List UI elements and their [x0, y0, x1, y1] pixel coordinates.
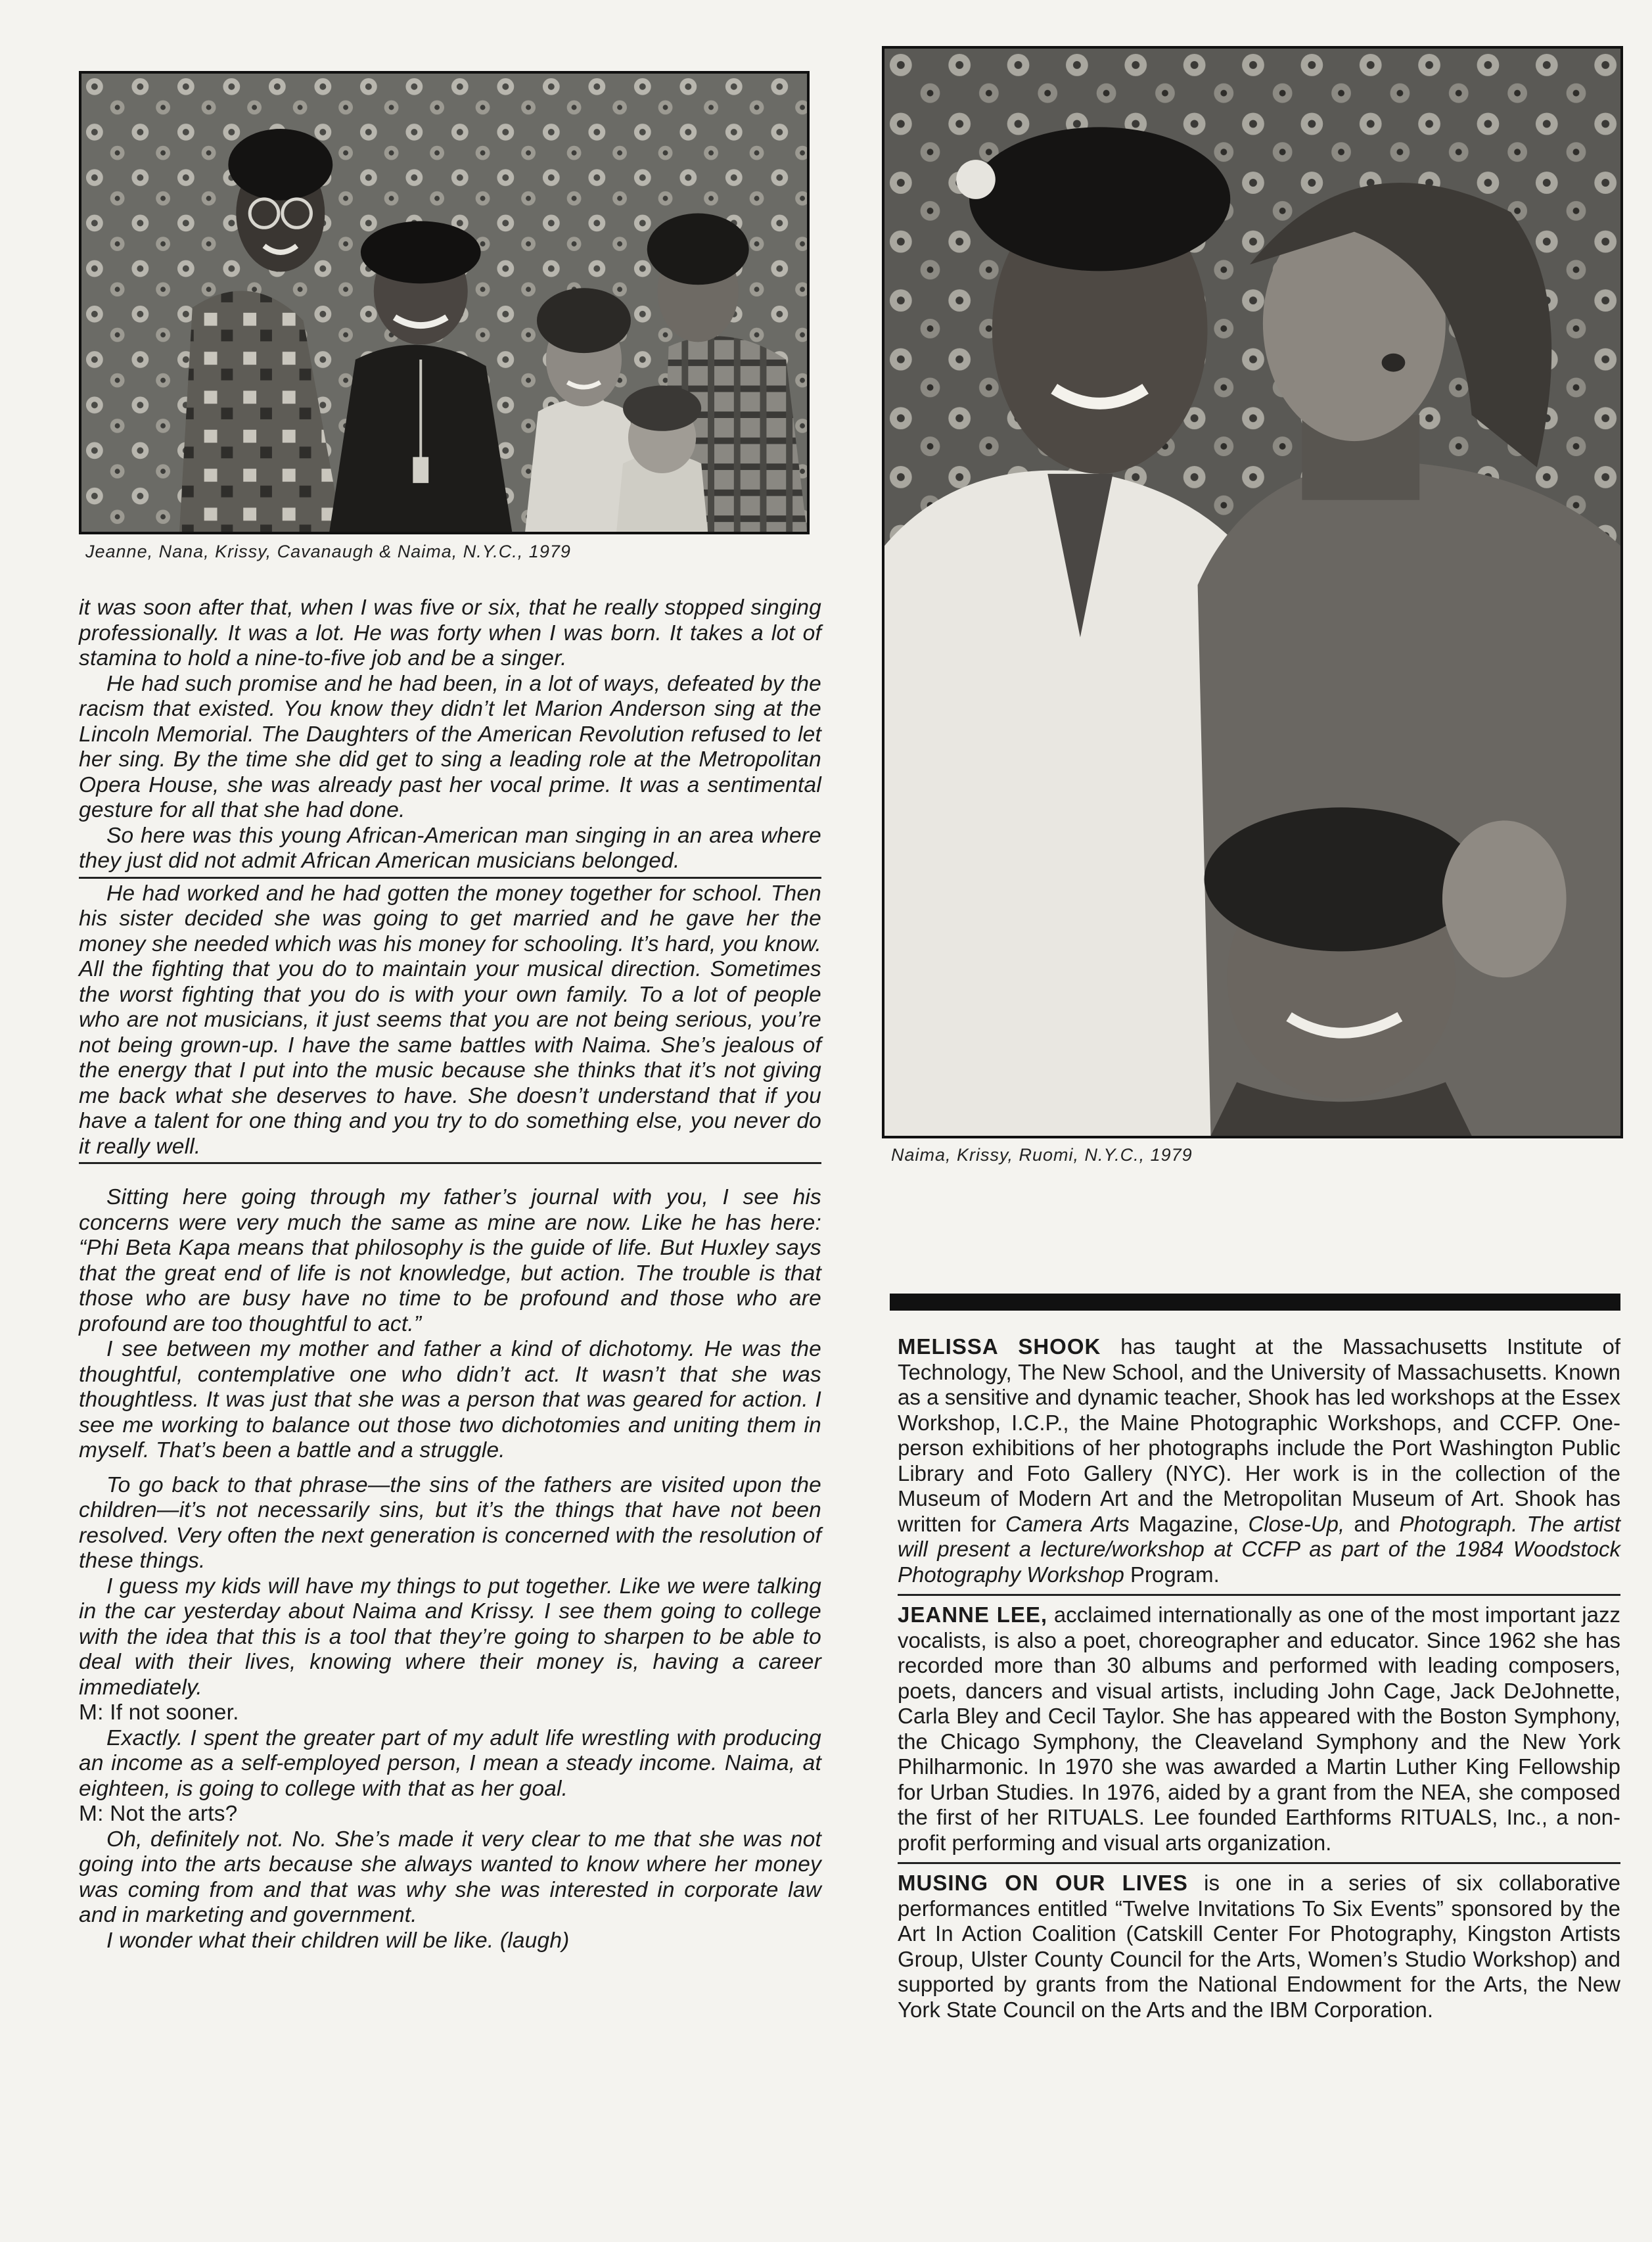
- paragraph: it was soon after that, when I was five or six, that he really stopped singing professionally. It was a lot. He was forty when I was born. It takes a lot of stamina to hold a nine-to-five job and be a singer.: [79, 596, 821, 670]
- bio-musing-on-our-lives: MUSING ON OUR LIVES is one in a series of six collaborative performances entitled “Twelve Invitations To Six Events” sponsored by the Art In Action Coalition (Catskill Center For Photography, Kingston Artists Group, Ulster County Council for the Arts, Women’s Studio Workshop) and supported by grants from the National Endowment for the Arts, the New York State Council on the Arts and the IBM Corporation.: [898, 1871, 1620, 2022]
- children-photo: [882, 46, 1623, 1138]
- paragraph: He had such promise and he had been, in a lot of ways, defeated by the racism that existed. You know they didn’t let Marion Anderson sing at the Lincoln Memorial. The Daughters of the American Revolution refused to let her sing. By the time she did get to sing a leading role at the Metropolitan Opera House, she was already past her vocal prime. It was a sentimental gesture for all that she had done.: [79, 671, 821, 822]
- family-photo-caption: Jeanne, Nana, Krissy, Cavanaugh & Naima, N.Y.C., 1979: [85, 542, 571, 561]
- children-photo-image: [884, 49, 1620, 1136]
- bio-jeanne-lee: JEANNE LEE, acclaimed internationally as one of the most important jazz vocalists, is also a poet, choreographer and educator. Since 1962 she has recorded more than 30 albums and performed with leading composers, poets, dancers and visual artists, including John Cage, Jack DeJohnette, Carla Bley and Cecil Taylor. She has appeared with the Boston Symphony, the Chicago Symphony, the Cleaveland Symphony and the New York Philharmonic. In 1970 she was awarded a Martin Luther King Fellowship for Urban Studies. In 1976, aided by a grant from the NEA, she composed the first of her RITUALS. Lee founded Earthforms RITUALS, Inc., a non-profit performing and visual arts organization.: [898, 1602, 1620, 1855]
- bio-name: MUSING ON OUR LIVES: [898, 1871, 1188, 1895]
- paragraph: I wonder what their children will be like. (laugh): [106, 1928, 570, 1953]
- paragraph: I see between my mother and father a kind of dichotomy. He was the thoughtful, contemplative one who didn’t act. It wasn’t that she was thoughtless. It was just that she was a person that was geared for action. I see me working to balance out those two dichotomies and uniting them in myself. That’s been a battle and a struggle.: [79, 1337, 821, 1462]
- family-photo-image: [81, 74, 807, 532]
- family-photo: [79, 71, 810, 534]
- bio-name: MELISSA SHOOK: [898, 1334, 1101, 1359]
- paragraph: Oh, definitely not. No. She’s made it very clear to me that she was not going into the arts because she always wanted to know where her money was coming from and that was why she was interested in corporate law and in marketing and government.: [79, 1827, 821, 1927]
- interviewer-question: M: If not sooner.: [79, 1700, 239, 1725]
- section-bar: [890, 1294, 1620, 1311]
- divider-rule: [898, 1594, 1620, 1596]
- divider-rule: [898, 1862, 1620, 1864]
- divider-rule: [79, 877, 821, 879]
- interview-text: [79, 596, 821, 1953]
- bios-section: [898, 1334, 1620, 2022]
- interviewer-question: M: Not the arts?: [79, 1802, 238, 1826]
- paragraph: I guess my kids will have my things to put together. Like we were talking in the car yesterday about Naima and Krissy. I see them going to college with the idea that this is a tool that they’re going to sharpen to be able to deal with their lives, knowing where their money is, having a career immediately.: [79, 1574, 821, 1700]
- paragraph: Exactly. I spent the greater part of my adult life wrestling with producing an income as a self-employed person, I mean a steady income. Naima, at eighteen, is going to college with that as her goal.: [79, 1725, 821, 1801]
- bio-melissa-shook: MELISSA SHOOK has taught at the Massachusetts Institute of Technology, The New School, and the University of Massachusetts. Known as a sensitive and dynamic teacher, Shook has led workshops at the Essex Workshop, I.C.P., the Maine Photographic Workshops, and CCFP. One-person exhibitions of her photographs include the Port Washington Public Library and Foto Gallery (NYC). Her work is in the collection of the Museum of Modern Art and the Metropolitan Museum of Art. Shook has written for Camera Arts Magazine, Close-Up, and Photograph. The artist will present a lecture/workshop at CCFP as part of the 1984 Woodstock Photography Workshop Program.: [898, 1334, 1620, 1587]
- children-photo-caption: Naima, Krissy, Ruomi, N.Y.C., 1979: [891, 1145, 1193, 1165]
- paragraph: Sitting here going through my father’s journal with you, I see his concerns were very much the same as mine are now. Like he has here: “Phi Beta Kapa means that philosophy is the guide of life. But Huxley says that the great end of life is not knowledge, but action. The trouble is that those who are busy have no time to be profound and those who are profound are too thoughtful to act.”: [79, 1185, 821, 1336]
- divider-rule: [79, 1162, 821, 1164]
- paragraph: So here was this young African-American man singing in an area where they just did not admit African American musicians belonged.: [79, 823, 821, 873]
- paragraph: To go back to that phrase—the sins of the fathers are visited upon the children—it’s not necessarily sins, but it’s the things that have not been resolved. Very often the next generation is concerned with the resolution of these things.: [79, 1472, 821, 1573]
- paragraph: He had worked and he had gotten the money together for school. Then his sister decided she was going to get married and he gave her the money she needed which was his money for schooling. It’s hard, you know. All the fighting that you do to maintain your musical direction. Sometimes the worst fighting that you do is with your own family. To a lot of people who are not musicians, it just seems that you are not being serious, you’re not being grown-up. I have the same battles with Naima. She’s jealous of the energy that I put into the music because she thinks that it’s not giving me back what she deserves to have. She doesn’t understand that if you have a talent for one thing and you try to do something else, you never do it really well.: [79, 881, 821, 1159]
- bio-name: JEANNE LEE,: [898, 1602, 1048, 1627]
